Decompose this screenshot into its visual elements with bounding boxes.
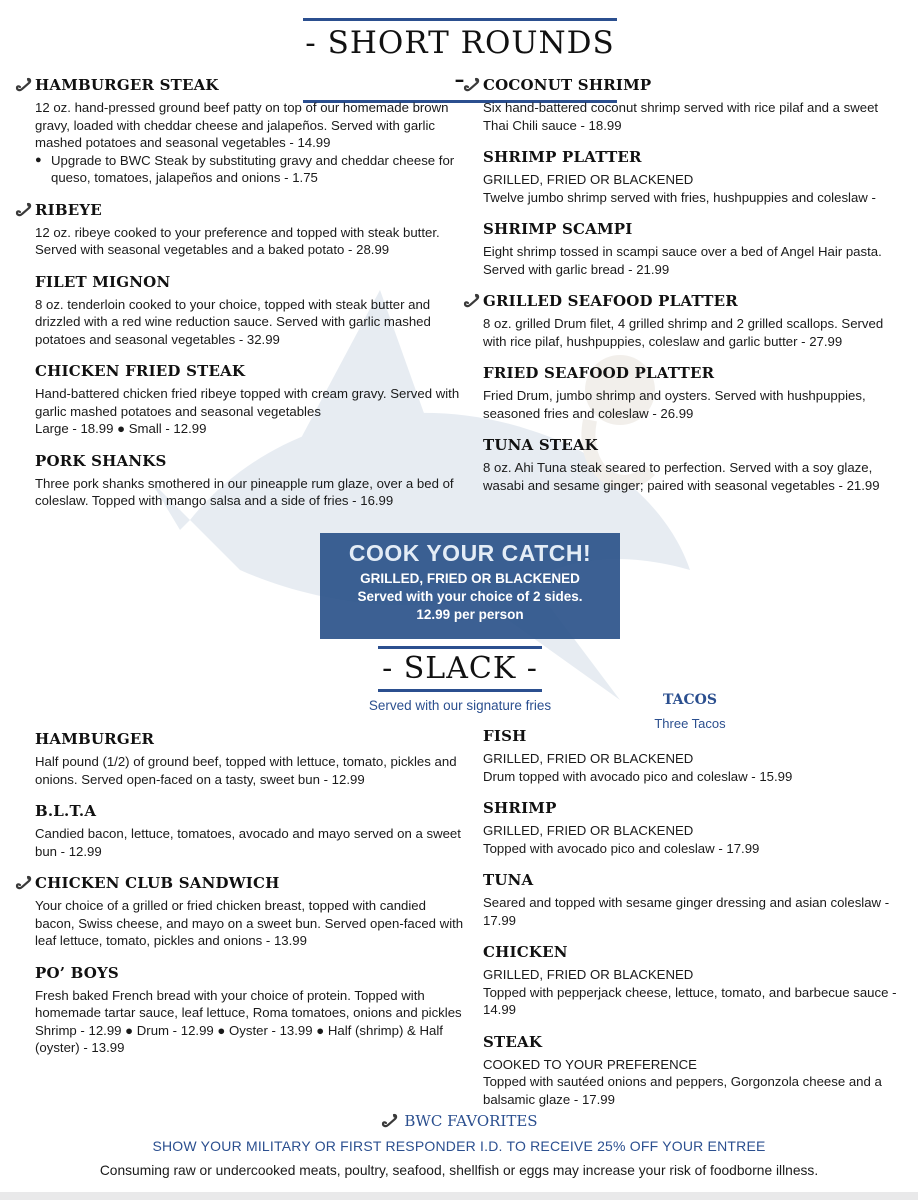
item-name-text: TUNA <box>483 871 534 889</box>
item-name <box>483 148 898 166</box>
item-name-text: SHRIMP <box>483 799 557 817</box>
item-description: Topped with avocado pico and coleslaw - 17.99 <box>483 840 760 856</box>
item-price-line: Large - 18.99 ● Small - 12.99 <box>35 421 207 436</box>
item-description: Candied bacon, lettuce, tomatoes, avocado and mayo served on a sweet bun - 12.99 <box>35 826 461 859</box>
menu-item <box>14 201 466 259</box>
item-description: Half pound (1/2) of ground beef, topped with lettuce, tomato, pickles and onions. Served open-faced on a tasty, sweet bun - 12.99 <box>35 754 457 787</box>
item-description: Seared and topped with sesame ginger dressing and asian coleslaw - 17.99 <box>483 895 890 928</box>
item-description: Topped with sautéed onions and peppers, Gorgonzola cheese and a balsamic glaze - 17.99 <box>483 1074 882 1107</box>
title-rule-bottom <box>378 689 542 692</box>
item-description: Drum topped with avocado pico and coleslaw - 15.99 <box>483 768 793 784</box>
slack-note: Served with our signature fries <box>368 698 552 713</box>
item-description: Your choice of a grilled or fried chicken breast, topped with candied bacon, Swiss cheese, and mayo on a sweet bun. Served open-faced with leaf lettuce, tomato, pickles and onions - 13.99 <box>35 898 464 948</box>
item-name-text: FRIED SEAFOOD PLATTER <box>483 364 715 382</box>
favorites-label: BWC FAVORITES <box>404 1112 538 1130</box>
menu-item <box>462 364 898 422</box>
item-name <box>35 874 466 892</box>
slack-left-column <box>14 730 466 1071</box>
item-cooking-options: GRILLED, FRIED OR BLACKENED <box>483 172 694 187</box>
item-description: Twelve jumbo shrimp served with fries, hushpuppies and coleslaw - <box>483 189 876 205</box>
item-description: Hand-battered chicken fried ribeye topped with cream gravy. Served with garlic mashed potatoes and seasonal vegetables <box>35 386 460 419</box>
item-name <box>35 273 466 291</box>
menu-item <box>14 362 466 438</box>
menu-item <box>462 871 898 929</box>
bottom-bar <box>0 1192 918 1200</box>
menu-item <box>14 76 466 187</box>
foodborne-warning: Consuming raw or undercooked meats, poultry, seafood, shellfish or eggs may increase your risk of foodborne illness. <box>99 1163 819 1178</box>
hook-icon <box>14 202 34 218</box>
item-name <box>483 76 898 94</box>
cook-your-catch-sides: Served with your choice of 2 sides. <box>357 589 583 604</box>
slack-title <box>378 646 542 692</box>
menu-item <box>462 148 898 206</box>
hook-icon <box>462 293 482 309</box>
item-description: Topped with pepperjack cheese, lettuce, tomato, and barbecue sauce - 14.99 <box>483 984 897 1017</box>
cook-your-catch-box <box>320 533 620 639</box>
item-name <box>483 220 898 238</box>
menu-item <box>462 727 898 785</box>
item-name-text: PORK SHANKS <box>35 451 167 470</box>
menu-item <box>14 964 466 1057</box>
slack-heading: - SLACK - <box>382 651 538 686</box>
tacos-subtitle: Three Tacos <box>654 716 726 731</box>
hook-icon <box>380 1113 400 1129</box>
item-name <box>483 436 898 454</box>
item-description: 8 oz. Ahi Tuna steak seared to perfection. Served with a soy glaze, wasabi and sesame ginger; paired with seasonal vegetables - 21.99 <box>483 460 880 493</box>
menu-item <box>462 76 898 134</box>
item-description: Six hand-battered coconut shrimp served with rice pilaf and a sweet Thai Chili sauce - 18.99 <box>483 100 879 133</box>
hook-icon <box>14 77 34 93</box>
item-name <box>483 292 898 310</box>
item-upgrade-list <box>35 152 466 187</box>
cook-your-catch-price: 12.99 per person <box>416 607 524 622</box>
item-description: 8 oz. grilled Drum filet, 4 grilled shrimp and 2 grilled scallops. Served with rice pilaf, hushpuppies, coleslaw and garlic butter - 27.99 <box>483 316 884 349</box>
cook-your-catch-heading: COOK YOUR CATCH! <box>348 540 592 566</box>
menu-item <box>14 730 466 788</box>
item-name <box>483 727 898 745</box>
short-rounds-left-column <box>14 76 466 524</box>
item-name-text: SHRIMP SCAMPI <box>483 220 633 238</box>
item-cooking-options: COOKED TO YOUR PREFERENCE <box>483 1056 697 1072</box>
item-name <box>35 201 466 219</box>
hook-icon <box>14 875 34 891</box>
menu-item <box>14 452 466 510</box>
tacos-column <box>462 727 898 1122</box>
discount-notice: SHOW YOUR MILITARY OR FIRST RESPONDER I.D. TO RECEIVE 25% OFF YOUR ENTREE <box>152 1138 766 1154</box>
item-cooking-options: GRILLED, FRIED OR BLACKENED <box>483 751 694 766</box>
item-name-text: CHICKEN <box>483 943 568 961</box>
item-name-text: B.L.T.A <box>35 802 97 820</box>
item-description: 12 oz. ribeye cooked to your preference and topped with steak butter. Served with seasonal vegetables and a baked potato - 28.99 <box>35 224 440 257</box>
item-name-text: TUNA STEAK <box>483 436 598 454</box>
menu-item <box>462 292 898 350</box>
menu-item <box>462 799 898 857</box>
menu-item <box>14 802 466 860</box>
item-name <box>35 452 466 470</box>
item-cooking-options: GRILLED, FRIED OR BLACKENED <box>483 823 694 838</box>
item-name <box>35 730 466 748</box>
short-rounds-heading: - SHORT ROUNDS - <box>305 25 615 97</box>
item-name-text: CHICKEN CLUB SANDWICH <box>35 874 280 892</box>
cook-your-catch-methods: GRILLED, FRIED OR BLACKENED <box>360 571 580 586</box>
item-description: 8 oz. tenderloin cooked to your choice, topped with steak butter and drizzled with a red wine reduction sauce. Served with garlic mashed potatoes and seasonal vegetables - 32.99 <box>35 296 431 347</box>
menu-item <box>14 273 466 349</box>
item-name-text: FISH <box>483 727 527 745</box>
item-price-line: Shrimp - 12.99 ● Drum - 12.99 ● Oyster - 13.99 ● Half (shrimp) & Half (oyster) - 13.99 <box>35 1022 443 1055</box>
item-description: 12 oz. hand-pressed ground beef patty on top of our homemade brown gravy, loaded with cheddar cheese and jalapeños. Served with garlic mashed potatoes and seasonal vegetables - 14.99 <box>35 100 449 150</box>
menu-item <box>462 436 898 494</box>
short-rounds-right-column <box>462 76 898 508</box>
item-name <box>35 362 466 380</box>
item-name-text: COCONUT SHRIMP <box>483 76 652 94</box>
item-name <box>483 799 898 817</box>
item-name <box>483 871 898 889</box>
favorites-legend <box>380 1112 537 1130</box>
item-description: Fresh baked French bread with your choice of protein. Topped with homemade tartar sauce, leaf lettuce, Roma tomatoes, onions and pickles <box>35 987 462 1020</box>
item-name <box>35 76 466 94</box>
item-name <box>35 964 466 982</box>
item-name-text: HAMBURGER STEAK <box>35 76 219 94</box>
menu-item <box>462 943 898 1019</box>
item-name-text: STEAK <box>483 1032 543 1051</box>
item-name-text: RIBEYE <box>35 200 102 219</box>
item-name-text: GRILLED SEAFOOD PLATTER <box>483 292 738 310</box>
item-name-text: PO’ BOYS <box>35 963 119 982</box>
item-name <box>35 802 466 820</box>
item-name-text: FILET MIGNON <box>35 272 171 291</box>
menu-item <box>462 1033 898 1109</box>
item-upgrade: ● Upgrade to BWC Steak by substituting gravy and cheddar cheese for queso, tomatoes, jalapeños and onions - 1.75 <box>35 152 466 187</box>
item-description: Three pork shanks smothered in our pineapple rum glaze, over a bed of coleslaw. Topped with mango salsa and a side of fries - 16.99 <box>35 475 454 508</box>
menu-item <box>14 874 466 950</box>
item-name-text: HAMBURGER <box>35 730 155 748</box>
footer <box>0 1112 918 1178</box>
item-cooking-options: GRILLED, FRIED OR BLACKENED <box>483 967 694 982</box>
tacos-header <box>620 692 760 731</box>
hook-icon <box>462 77 482 93</box>
tacos-title: TACOS <box>663 692 717 708</box>
item-description: Eight shrimp tossed in scampi sauce over a bed of Angel Hair pasta. Served with garlic bread - 21.99 <box>483 244 882 277</box>
item-name <box>483 1033 898 1051</box>
item-name <box>483 943 898 961</box>
item-name <box>483 364 898 382</box>
item-name-text: SHRIMP PLATTER <box>483 148 642 166</box>
item-description: Fried Drum, jumbo shrimp and oysters. Served with hushpuppies, seasoned fries and coleslaw - 26.99 <box>483 388 866 421</box>
item-name-text: CHICKEN FRIED STEAK <box>35 362 246 380</box>
menu-item <box>462 220 898 278</box>
